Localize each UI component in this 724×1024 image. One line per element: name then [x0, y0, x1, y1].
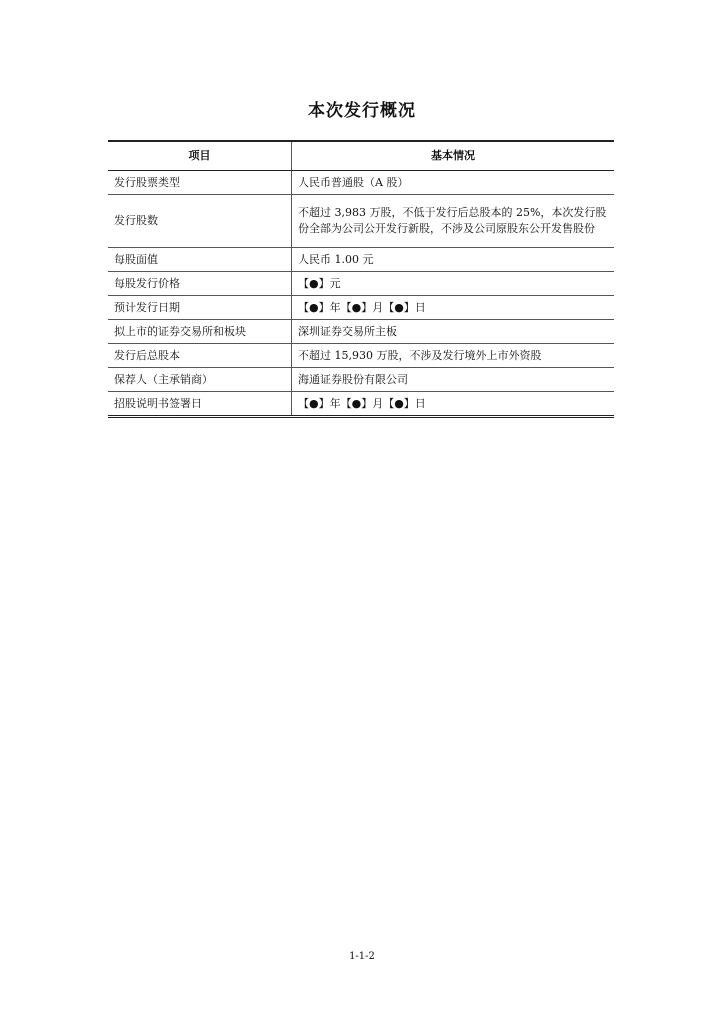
row-value-cell: 人民币 1.00 元 — [292, 248, 615, 272]
table-row — [108, 368, 614, 392]
row-item-cell: 保荐人（主承销商） — [108, 368, 292, 392]
table-row — [108, 392, 614, 417]
table-row — [108, 171, 614, 195]
row-item-cell: 每股面值 — [108, 248, 292, 272]
row-value-cell: 海通证券股份有限公司 — [292, 368, 615, 392]
row-value-cell: 【●】年【●】月【●】日 — [292, 296, 615, 320]
table-row — [108, 195, 614, 248]
row-value-cell: 人民币普通股（A 股） — [292, 171, 615, 195]
row-value-cell: 不超过 15,930 万股，不涉及发行境外上市外资股 — [292, 344, 615, 368]
column-header-details: 基本情况 — [292, 141, 615, 171]
row-value-cell: 深圳证券交易所主板 — [292, 320, 615, 344]
table-row — [108, 344, 614, 368]
row-item-cell: 发行后总股本 — [108, 344, 292, 368]
table-row — [108, 272, 614, 296]
row-value-cell: 【●】元 — [292, 272, 615, 296]
page-number: 1-1-2 — [349, 951, 375, 962]
table-row — [108, 248, 614, 272]
column-header-item: 项目 — [108, 141, 292, 171]
row-value-cell: 【●】年【●】月【●】日 — [298, 396, 426, 410]
row-item-cell: 每股发行价格 — [108, 272, 292, 296]
table-row — [108, 296, 614, 320]
page-title: 本次发行概况 — [308, 101, 416, 121]
table-row — [108, 320, 614, 344]
row-item-cell: 发行股票类型 — [108, 171, 292, 195]
row-item-cell: 预计发行日期 — [108, 296, 292, 320]
row-value-cell: 不超过 3,983 万股，不低于发行后总股本的 25%，本次发行股份全部为公司公开发行新股，不涉及公司原股东公开发售股份 — [292, 195, 615, 248]
row-item-cell: 招股说明书签署日 — [108, 392, 292, 417]
table-header-row — [108, 141, 614, 171]
row-item-cell: 发行股数 — [108, 195, 292, 248]
row-item-cell: 拟上市的证券交易所和板块 — [108, 320, 292, 344]
issuance-overview-table — [108, 140, 614, 418]
